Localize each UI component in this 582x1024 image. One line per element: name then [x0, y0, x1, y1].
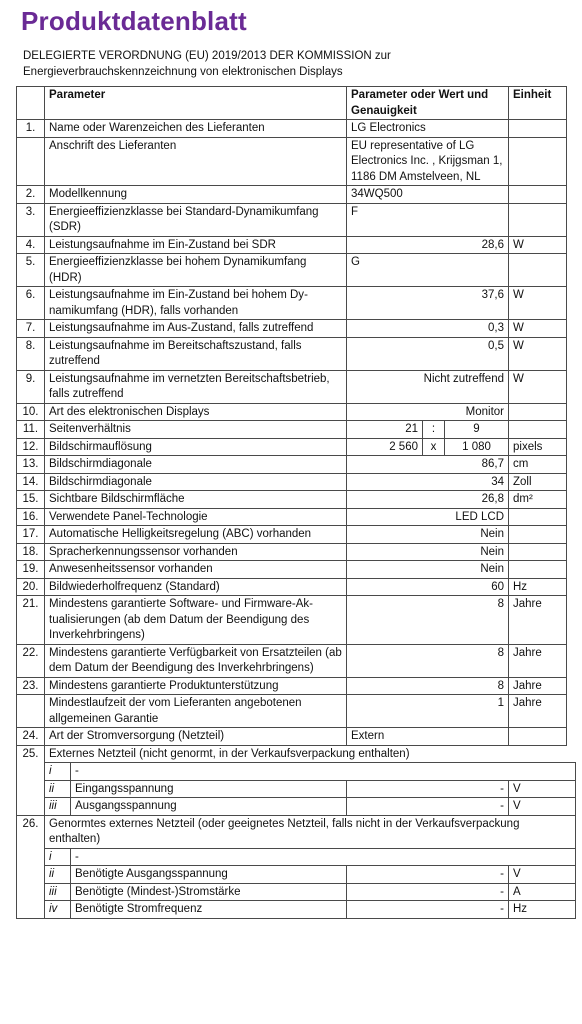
table-row [17, 695, 576, 728]
row-number: 5. [17, 254, 45, 287]
aspect-ratio-width: 21 [347, 421, 423, 439]
row-label: Bildschirmauflösung [45, 438, 347, 456]
row-number: 25. [17, 745, 45, 763]
row-unit: Zoll [509, 473, 567, 491]
sub-row-label: - [71, 763, 576, 781]
row-value: G [347, 254, 509, 287]
row-label: Modellkennung [45, 186, 347, 204]
table-row [17, 526, 576, 544]
row-unit [509, 186, 567, 204]
row-number [17, 866, 45, 884]
spacer-cell [567, 677, 576, 695]
row-label: Leistungsaufnahme im Aus-Zustand, falls zutreffend [45, 320, 347, 338]
row-number: 3. [17, 203, 45, 236]
table-row [17, 254, 576, 287]
row-number: 14. [17, 473, 45, 491]
row-unit: pixels [509, 438, 567, 456]
row-unit: W [509, 320, 567, 338]
row-unit [509, 120, 567, 138]
sub-row-value: - [347, 866, 509, 884]
row-label: Anwesenheitssensor vorhanden [45, 561, 347, 579]
row-label: Anschrift des Lieferanten [45, 137, 347, 186]
row-value: 34WQ500 [347, 186, 509, 204]
row-number: 13. [17, 456, 45, 474]
header-unit: Einheit [509, 87, 567, 120]
sub-row-unit: Hz [509, 901, 576, 919]
sub-row-value: - [347, 883, 509, 901]
row-number: 12. [17, 438, 45, 456]
spacer-cell [567, 287, 576, 320]
table-row [17, 491, 576, 509]
row-value: 1 [347, 695, 509, 728]
spacer-cell [567, 543, 576, 561]
page-title: Produktdatenblatt [21, 6, 247, 36]
row-value: Nein [347, 526, 509, 544]
row-number [17, 901, 45, 919]
row-number: 2. [17, 186, 45, 204]
row-value: LED LCD [347, 508, 509, 526]
sub-row-index: ii [45, 866, 71, 884]
sub-row [17, 798, 576, 816]
row-number: 10. [17, 403, 45, 421]
row-unit: Hz [509, 578, 567, 596]
spacer-cell [567, 337, 576, 370]
row-value: LG Electronics [347, 120, 509, 138]
sub-row [17, 883, 576, 901]
table-row [17, 728, 576, 746]
spacer-cell [567, 438, 576, 456]
row-unit [509, 561, 567, 579]
row-unit [509, 543, 567, 561]
table-row [17, 561, 576, 579]
spacer-cell [567, 403, 576, 421]
header-parameter: Parameter [45, 87, 347, 120]
row-value: 37,6 [347, 287, 509, 320]
row-number [17, 780, 45, 798]
sub-row-label: Ausgangsspannung [71, 798, 347, 816]
row-number: 18. [17, 543, 45, 561]
row-number: 22. [17, 644, 45, 677]
row-number: 16. [17, 508, 45, 526]
sub-row [17, 780, 576, 798]
sub-row-label: Eingangsspannung [71, 780, 347, 798]
row-value: 8 [347, 677, 509, 695]
sub-row-unit: V [509, 780, 576, 798]
spacer-cell [567, 186, 576, 204]
sub-row-index: ii [45, 780, 71, 798]
row-unit: W [509, 337, 567, 370]
aspect-ratio-separator: : [423, 421, 445, 439]
row-value: Monitor [347, 403, 509, 421]
row-value: 8 [347, 644, 509, 677]
table-row [17, 456, 576, 474]
row-label: Spracherkennungssensor vorhanden [45, 543, 347, 561]
product-data-table [16, 86, 576, 919]
table-row [17, 370, 576, 403]
table-row [17, 543, 576, 561]
row-label: Leistungsaufnahme im Bereitschaftszustand, falls zutreffend [45, 337, 347, 370]
table-row [17, 677, 576, 695]
row-label: Verwendete Panel-Technologie [45, 508, 347, 526]
table-row [17, 578, 576, 596]
sub-row-index: iii [45, 883, 71, 901]
row-number: 15. [17, 491, 45, 509]
spacer-cell [567, 320, 576, 338]
row-number: 11. [17, 421, 45, 439]
row-label: Mindestens garantierte Verfügbarkeit von Ersatzteilen (ab dem Datum der Beendigung des Inverkehrbringens) [45, 644, 347, 677]
row-number [17, 798, 45, 816]
resolution-height: 1 080 [445, 438, 509, 456]
row-unit [509, 526, 567, 544]
row-unit [509, 403, 567, 421]
sub-row-label: - [71, 848, 576, 866]
row-label: Energieeffizienzklasse bei hohem Dynamikumfang (HDR) [45, 254, 347, 287]
resolution-separator: x [423, 438, 445, 456]
row-unit: W [509, 370, 567, 403]
row-number: 20. [17, 578, 45, 596]
row-unit: Jahre [509, 695, 567, 728]
row-number: 26. [17, 815, 45, 848]
row-value: 34 [347, 473, 509, 491]
row-unit [509, 254, 567, 287]
sub-row-label: Benötigte Stromfrequenz [71, 901, 347, 919]
table-row [17, 596, 576, 645]
spacer-cell [567, 473, 576, 491]
spacer-cell [567, 491, 576, 509]
row-number [17, 848, 45, 866]
row-unit [509, 728, 567, 746]
row-number: 8. [17, 337, 45, 370]
row-label: Externes Netzteil (nicht genormt, in der Verkaufsverpackung enthalten) [45, 745, 567, 763]
aspect-ratio-height: 9 [445, 421, 509, 439]
row-unit: cm [509, 456, 567, 474]
row-value: 26,8 [347, 491, 509, 509]
table-row [17, 320, 576, 338]
sub-row-unit: V [509, 866, 576, 884]
spacer-cell [567, 526, 576, 544]
table-row [17, 438, 576, 456]
sub-row-index: i [45, 848, 71, 866]
row-number: 1. [17, 120, 45, 138]
row-label: Bildschirmdiagonale [45, 456, 347, 474]
row-label: Art der Stromversorgung (Netzteil) [45, 728, 347, 746]
row-label: Art des elektronischen Displays [45, 403, 347, 421]
spacer-cell [567, 120, 576, 138]
table-header-row [17, 87, 576, 120]
row-value: 86,7 [347, 456, 509, 474]
spacer-cell [567, 421, 576, 439]
row-value: 0,5 [347, 337, 509, 370]
sub-row-unit: V [509, 798, 576, 816]
sub-row [17, 763, 576, 781]
table-row [17, 508, 576, 526]
row-value: 60 [347, 578, 509, 596]
row-label: Automatische Helligkeitsregelung (ABC) vorhanden [45, 526, 347, 544]
sub-row-index: i [45, 763, 71, 781]
spacer-cell [567, 370, 576, 403]
table-row [17, 644, 576, 677]
table-row [17, 203, 576, 236]
table-row [17, 745, 576, 763]
row-label: Mindestlaufzeit der vom Lieferanten angebotenen allgemeinen Garantie [45, 695, 347, 728]
row-value: Nein [347, 543, 509, 561]
row-number [17, 883, 45, 901]
spacer-cell [567, 137, 576, 186]
row-label: Leistungsaufnahme im vernetzten Bereitschaftsbetrieb, falls zutreffend [45, 370, 347, 403]
row-unit [509, 203, 567, 236]
row-value: Extern [347, 728, 509, 746]
row-number: 9. [17, 370, 45, 403]
regulation-subtitle: DELEGIERTE VERORDNUNG (EU) 2019/2013 DER KOMMISSION zur Energieverbrauchskennzeichnung von elektronischen Displays [23, 50, 391, 78]
spacer-cell [567, 745, 576, 763]
row-unit: Jahre [509, 677, 567, 695]
spacer-cell [567, 456, 576, 474]
sub-row-value: - [347, 780, 509, 798]
spacer-cell [567, 644, 576, 677]
row-number: 19. [17, 561, 45, 579]
sub-row-unit: A [509, 883, 576, 901]
row-number: 4. [17, 236, 45, 254]
row-label: Bildwiederholfrequenz (Standard) [45, 578, 347, 596]
row-label: Bildschirmdiagonale [45, 473, 347, 491]
table-row [17, 120, 576, 138]
table-row [17, 236, 576, 254]
spacer-cell [567, 508, 576, 526]
spacer-cell [567, 728, 576, 746]
table-row [17, 815, 576, 848]
table-row [17, 421, 576, 439]
sub-row [17, 848, 576, 866]
spacer-cell [567, 561, 576, 579]
sub-row-value: - [347, 798, 509, 816]
spacer-cell [567, 254, 576, 287]
row-value: 8 [347, 596, 509, 645]
row-value: Nicht zutreffend [347, 370, 509, 403]
row-number [17, 695, 45, 728]
row-label: Sichtbare Bildschirmfläche [45, 491, 347, 509]
sub-row-value: - [347, 901, 509, 919]
table-row [17, 137, 576, 186]
spacer-cell [567, 578, 576, 596]
row-label: Energieeffizienzklasse bei Standard-Dynamikumfang (SDR) [45, 203, 347, 236]
table-row [17, 337, 576, 370]
row-number [17, 137, 45, 186]
row-value: Nein [347, 561, 509, 579]
table-row [17, 403, 576, 421]
row-number: 7. [17, 320, 45, 338]
row-label: Mindestens garantierte Produktunterstützung [45, 677, 347, 695]
row-number [17, 763, 45, 781]
sub-row-index: iv [45, 901, 71, 919]
row-label: Mindestens garantierte Software- und Firmware-Aktualisierungen (ab dem Datum der Beendigung des Inverkehrbringens) [45, 596, 347, 645]
row-unit: Jahre [509, 644, 567, 677]
row-unit [509, 137, 567, 186]
header-num-cell [17, 87, 45, 120]
row-number: 17. [17, 526, 45, 544]
row-value: EU representative of LG Electronics Inc. , Krijgsman 1, 1186 DM Amstelveen, NL [347, 137, 509, 186]
row-value: 0,3 [347, 320, 509, 338]
table-row [17, 287, 576, 320]
row-label: Name oder Warenzeichen des Lieferanten [45, 120, 347, 138]
row-number: 24. [17, 728, 45, 746]
sub-row [17, 901, 576, 919]
table-row [17, 186, 576, 204]
spacer-cell [567, 236, 576, 254]
sub-row-label: Benötigte Ausgangsspannung [71, 866, 347, 884]
row-value: 28,6 [347, 236, 509, 254]
sub-row [17, 866, 576, 884]
resolution-width: 2 560 [347, 438, 423, 456]
spacer-cell [567, 87, 576, 120]
row-number: 21. [17, 596, 45, 645]
spacer-cell [567, 203, 576, 236]
table-row [17, 473, 576, 491]
row-label: Seitenverhältnis [45, 421, 347, 439]
spacer-cell [567, 596, 576, 645]
row-label: Leistungsaufnahme im Ein-Zustand bei SDR [45, 236, 347, 254]
sub-row-index: iii [45, 798, 71, 816]
header-value: Parameter oder Wert und Genauigkeit [347, 87, 509, 120]
spacer-cell [567, 695, 576, 728]
row-label: Genormtes externes Netzteil (oder geeignetes Netzteil, falls nicht in der Verkaufsverpackung enthalten) [45, 815, 576, 848]
row-unit: W [509, 236, 567, 254]
row-unit: dm² [509, 491, 567, 509]
row-number: 23. [17, 677, 45, 695]
row-label: Leistungsaufnahme im Ein-Zustand bei hohem Dynamikumfang (HDR), falls vorhanden [45, 287, 347, 320]
row-unit [509, 421, 567, 439]
row-unit [509, 508, 567, 526]
row-unit: W [509, 287, 567, 320]
row-unit: Jahre [509, 596, 567, 645]
row-number: 6. [17, 287, 45, 320]
sub-row-label: Benötigte (Mindest-)Stromstärke [71, 883, 347, 901]
row-value: F [347, 203, 509, 236]
